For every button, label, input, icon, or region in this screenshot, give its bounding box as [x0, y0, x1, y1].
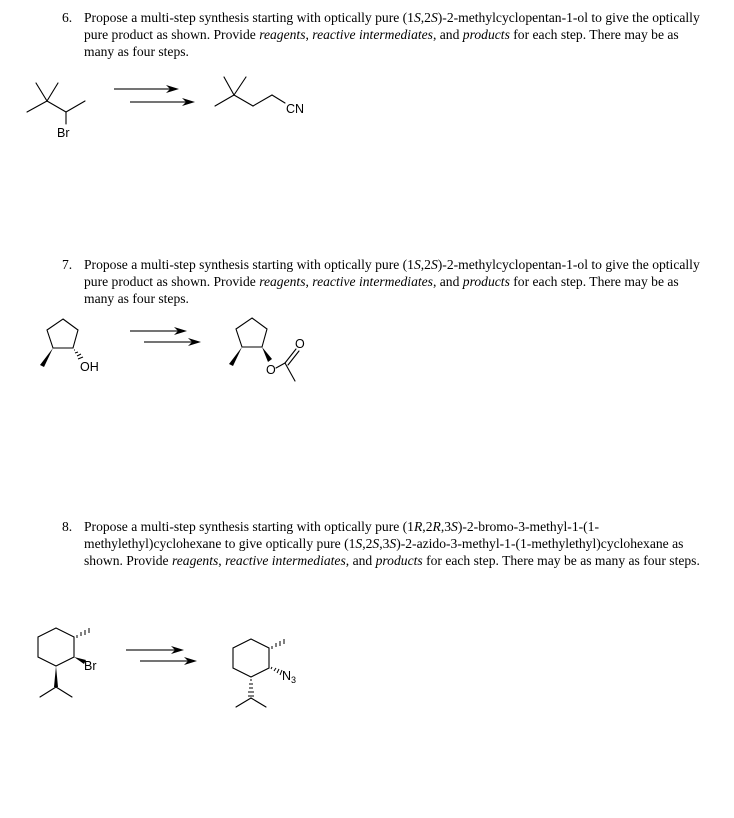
question-number: 7.	[62, 257, 73, 272]
bromine-label: Br	[57, 126, 70, 140]
nitrile-label: CN	[286, 102, 305, 116]
starting-material-8	[38, 628, 97, 697]
product-6	[215, 77, 304, 116]
ester-oxygen-label: O	[266, 363, 276, 377]
starting-material-6	[27, 83, 85, 140]
product-7	[229, 318, 305, 381]
multi-step-arrow-icon	[130, 327, 201, 346]
question-8	[62, 519, 712, 569]
carbonyl-oxygen-label: O	[295, 337, 305, 351]
question-text: Propose a multi-step synthesis starting with optically pure (1S,2S)-2-methylcyclopentan-1-ol to give the optically pure product as shown. Provide reagents, reactive intermediates, and products for each step. There may be as many as four steps.	[84, 257, 700, 306]
scheme-8-svg	[0, 610, 734, 720]
question-number: 8.	[62, 519, 73, 534]
product-8	[233, 639, 296, 707]
scheme-7-svg	[0, 300, 734, 400]
hydroxyl-label: OH	[80, 360, 99, 374]
reaction-scheme-8	[0, 610, 734, 725]
multi-step-arrow-icon	[126, 646, 197, 665]
question-number: 6.	[62, 10, 73, 25]
multi-step-arrow-icon	[114, 85, 195, 106]
starting-material-7	[40, 319, 99, 374]
question-text: Propose a multi-step synthesis starting with optically pure (1S,2S)-2-methylcyclopentan-1-ol to give the optically pure product as shown. Provide reagents, reactive intermediates, and products for each step. There may be as many as four steps.	[84, 10, 700, 59]
question-text: Propose a multi-step synthesis starting with optically pure (1R,2R,3S)-2-bromo-3-methyl-1-(1-methylethyl)cyclohexane to give optically pure (1S,2S,3S)-2-azido-3-methyl-1-(1-methylethyl)cyclohexane as shown. Provide reagents, reactive intermediates, and products for each step. There may be as many as four steps.	[84, 519, 700, 568]
bromine-label: Br	[84, 659, 97, 673]
azide-label: $N_3$	[282, 669, 297, 685]
reaction-scheme-6	[0, 0, 734, 165]
reaction-scheme-7	[0, 300, 734, 405]
scheme-6-svg	[0, 0, 734, 160]
